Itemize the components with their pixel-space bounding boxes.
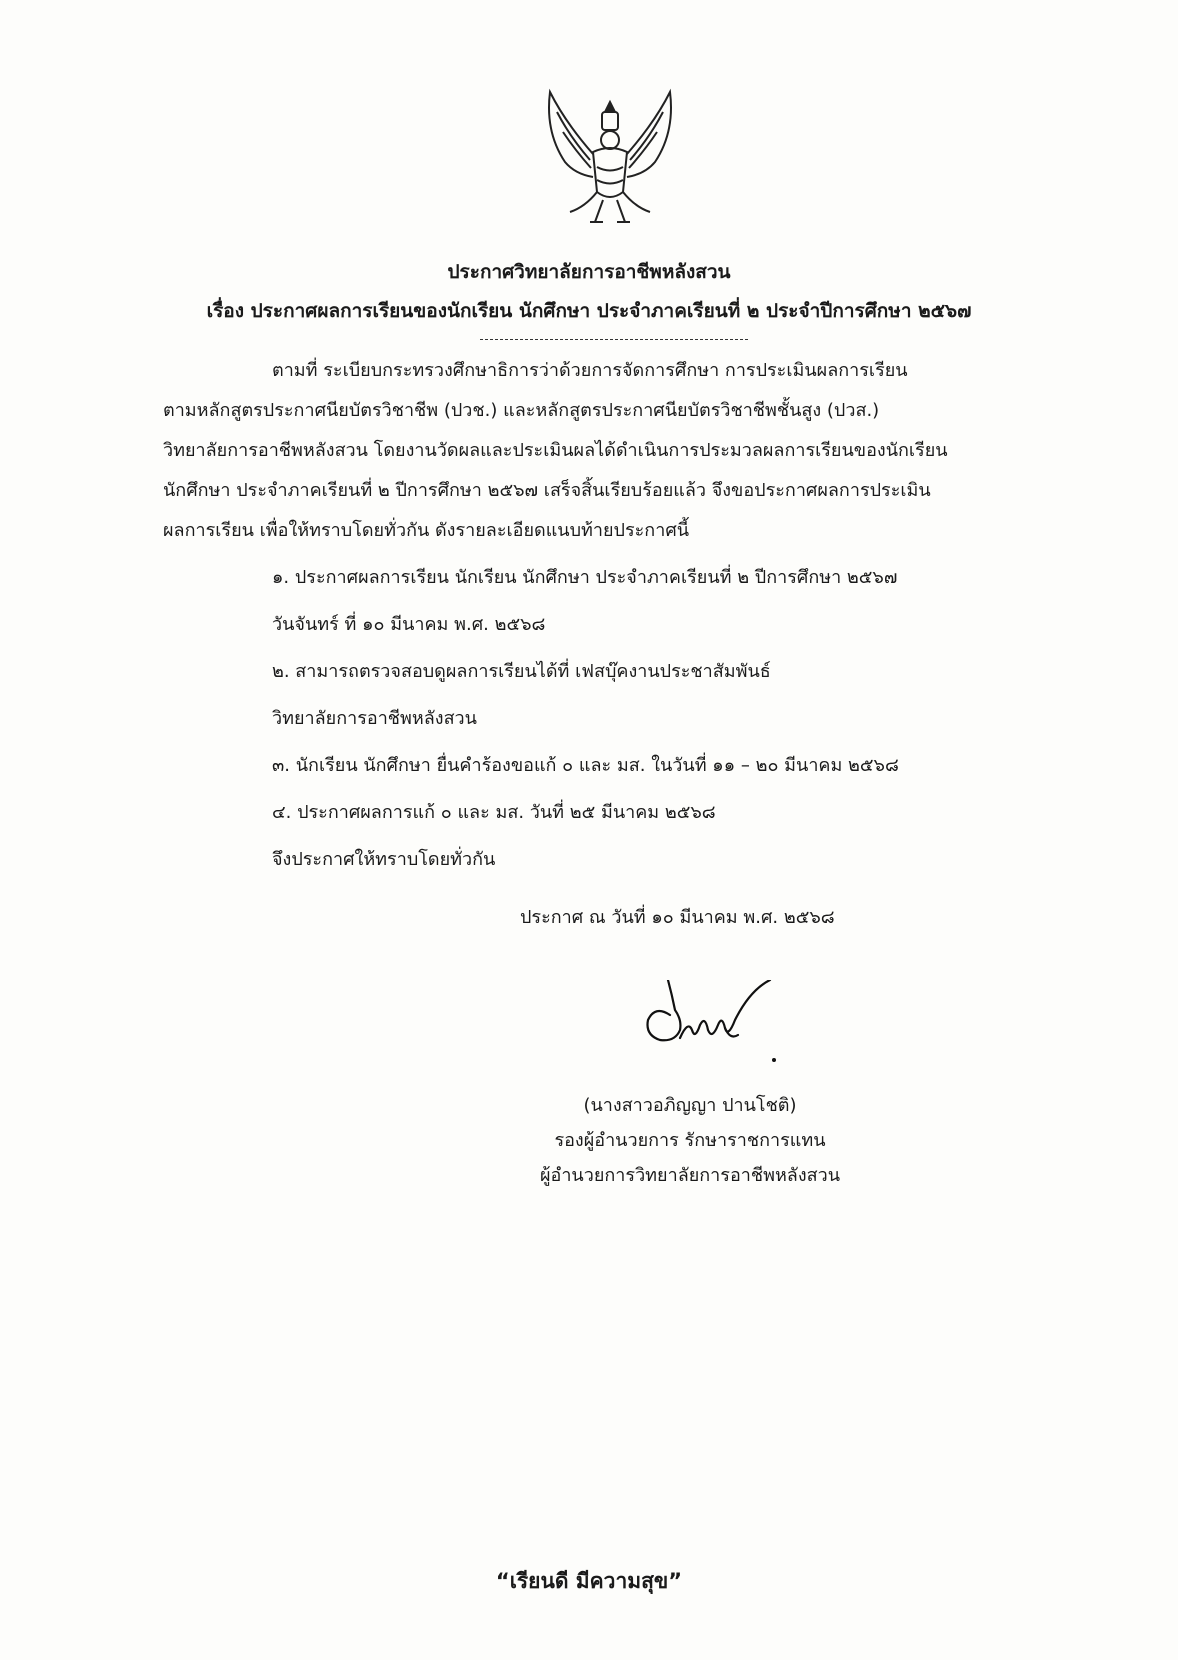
intro-line-2: ตามหลักสูตรประกาศนียบัตรวิชาชีพ (ปวช.) และหลักสูตรประกาศนียบัตรวิชาชีพชั้นสูง (ปวส.) bbox=[163, 400, 880, 421]
signer-position-2: ผู้อำนวยการวิทยาลัยการอาชีพหลังสวน bbox=[539, 1165, 841, 1186]
intro-line-4: นักศึกษา ประจำภาคเรียนที่ ๒ ปีการศึกษา ๒๕๖๗ เสร็จสิ้นเรียบร้อยแล้ว จึงขอประกาศผลการประเมิน bbox=[163, 480, 931, 501]
signature-icon bbox=[640, 980, 800, 1070]
announcement-subject: เรื่อง ประกาศผลการเรียนของนักเรียน นักศึกษา ประจำภาคเรียนที่ ๒ ประจำปีการศึกษา ๒๕๖๗ bbox=[206, 300, 972, 322]
intro-line-1: ตามที่ ระเบียบกระทรวงศึกษาธิการว่าด้วยการจัดการศึกษา การประเมินผลการเรียน bbox=[272, 360, 908, 381]
item-2: ๒. สามารถตรวจสอบดูผลการเรียนได้ที่ เฟสบุ๊คงานประชาสัมพันธ์ bbox=[272, 661, 771, 682]
item-1: ๑. ประกาศผลการเรียน นักเรียน นักศึกษา ประจำภาคเรียนที่ ๒ ปีการศึกษา ๒๕๖๗ bbox=[272, 567, 898, 588]
item-4: ๔. ประกาศผลการแก้ ๐ และ มส. วันที่ ๒๕ มีนาคม ๒๕๖๘ bbox=[272, 802, 716, 823]
signer-name: (นางสาวอภิญญา ปานโชติ) bbox=[583, 1095, 797, 1116]
announced-date: ประกาศ ณ วันที่ ๑๐ มีนาคม พ.ศ. ๒๕๖๘ bbox=[520, 907, 835, 928]
signer-position-1: รองผู้อำนวยการ รักษาราชการแทน bbox=[554, 1130, 826, 1151]
item-3: ๓. นักเรียน นักศึกษา ยื่นคำร้องขอแก้ ๐ และ มส. ในวันที่ ๑๑ – ๒๐ มีนาคม ๒๕๖๘ bbox=[272, 755, 899, 776]
title-divider bbox=[480, 339, 748, 340]
garuda-emblem-icon bbox=[535, 82, 685, 232]
item-2-continuation: วิทยาลัยการอาชีพหลังสวน bbox=[272, 708, 477, 729]
announcement-title: ประกาศวิทยาลัยการอาชีพหลังสวน bbox=[447, 261, 731, 283]
item-1-date: วันจันทร์ ที่ ๑๐ มีนาคม พ.ศ. ๒๕๖๘ bbox=[272, 614, 546, 635]
intro-line-3: วิทยาลัยการอาชีพหลังสวน โดยงานวัดผลและประเมินผลได้ดำเนินการประมวลผลการเรียนของนักเรียน bbox=[163, 440, 948, 461]
closing-statement: จึงประกาศให้ทราบโดยทั่วกัน bbox=[272, 849, 496, 870]
intro-line-5: ผลการเรียน เพื่อให้ทราบโดยทั่วกัน ดังรายละเอียดแนบท้ายประกาศนี้ bbox=[163, 520, 690, 541]
college-motto: “เรียนดี มีความสุข” bbox=[495, 1569, 683, 1593]
